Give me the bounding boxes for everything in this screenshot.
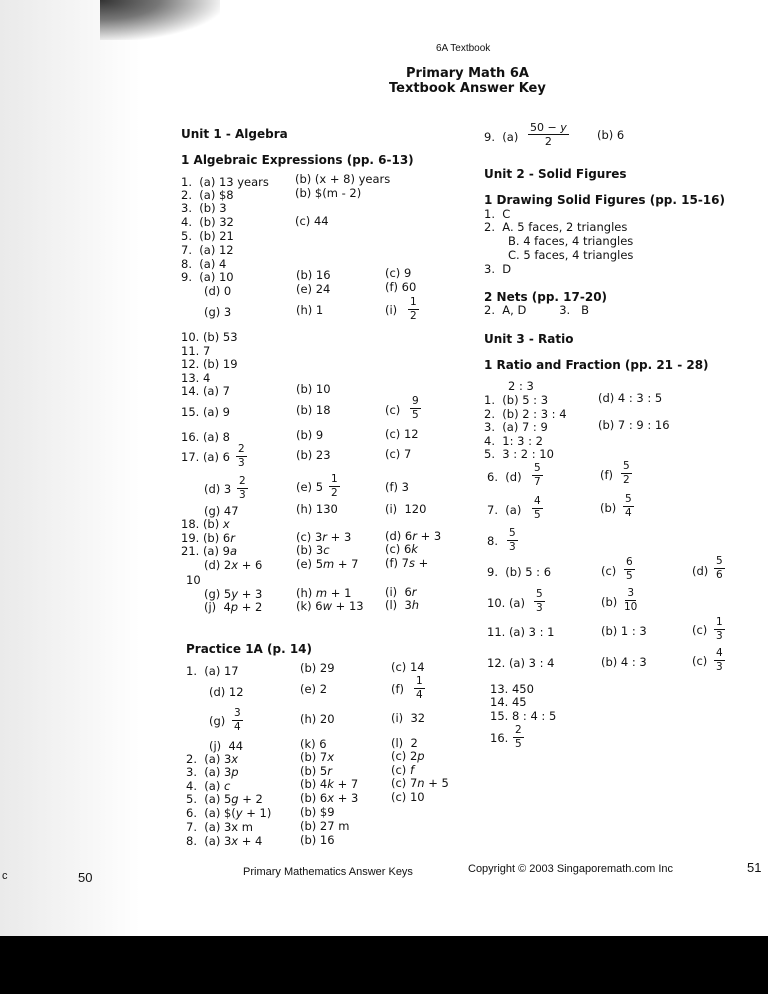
answer-line: (c) 10 [391, 790, 425, 804]
fraction: $\frac{5}{3}$ [509, 527, 516, 553]
answer-line: (j) 44 [209, 739, 244, 753]
answer-line: 5. 3 : 2 : 10 [484, 447, 554, 461]
answer-line: (l) 3h [385, 598, 420, 612]
page-number-right: 51 [747, 860, 762, 875]
answer-line: 19. (b) 6r [181, 531, 235, 545]
answer-line: (b) 4k + 7 [300, 777, 359, 791]
answer-line: (f) 7s + [385, 556, 429, 570]
answer-line: 7. (a) 3x m [186, 820, 253, 834]
answer-line: (b) [601, 595, 618, 609]
answer-line: C. 5 faces, 4 triangles [508, 248, 634, 262]
answer-line: (i) 6r [385, 585, 417, 599]
answer-line: (e) 2 [300, 682, 328, 696]
answer-line: (j) 4p + 2 [204, 600, 263, 614]
answer-line: (b) 4 : 3 [601, 655, 647, 669]
answer-line: 1. (b) 5 : 3 [484, 393, 549, 407]
fraction: $\frac{3}{10}$ [624, 587, 638, 613]
answer-line: 13. 450 [490, 682, 534, 696]
answer-line: (h) m + 1 [296, 586, 352, 600]
scan-shadow [0, 0, 140, 994]
answer-line: (c) [385, 403, 401, 417]
answer-line: 2. A. 5 faces, 2 triangles [484, 220, 628, 234]
answer-line: (d) 3 [204, 482, 232, 496]
answer-line: 5. (a) 5g + 2 [186, 792, 263, 806]
answer-line: 8. [487, 534, 498, 548]
answer-line: 11. 7 [181, 344, 211, 358]
answer-line: 3. (b) 3 [181, 201, 227, 215]
fraction: $\frac{5}{3}$ [536, 588, 543, 614]
answer-line: (b) 29 [300, 661, 335, 675]
answer-line: (i) 32 [391, 711, 426, 725]
answer-line: 4. (a) c [186, 779, 231, 793]
fraction: $\frac{9}{5}$ [412, 395, 419, 421]
answer-line: 3. D [484, 262, 512, 276]
fraction: $\frac{50 - y}{2}$ [530, 121, 567, 148]
answer-line: 15. (a) 9 [181, 405, 230, 419]
answer-line: (g) 47 [204, 504, 239, 518]
answer-line: (h) 20 [300, 712, 335, 726]
answer-line: 21. (a) 9a [181, 544, 237, 558]
answer-line: (b) 7 : 9 : 16 [598, 418, 670, 432]
answer-line: (e) 5 [296, 480, 324, 494]
sec-ratio-heading: 1 Ratio and Fraction (pp. 21 - 28) [484, 358, 709, 372]
answer-line: (c) 12 [385, 427, 419, 441]
answer-line: 6. (d) [487, 470, 522, 484]
answer-line: 1. (a) 17 [186, 664, 239, 678]
answer-line: (b) 6 [597, 128, 625, 142]
answer-line: 9. (a) [484, 130, 519, 144]
fraction: $\frac{1}{2}$ [410, 296, 417, 322]
answer-line: (c) 44 [295, 214, 329, 228]
answer-line: 18. (b) x [181, 517, 230, 531]
scan-corner-shadow [100, 0, 220, 40]
answer-line: (h) 130 [296, 502, 338, 516]
fraction: $\frac{4}{3}$ [716, 647, 723, 673]
answer-line: (k) 6w + 13 [296, 599, 364, 613]
answer-line: (b) [600, 501, 617, 515]
answer-line: (d) 12 [209, 685, 244, 699]
answer-line: 6. (a) $(y + 1) [186, 806, 272, 820]
fraction: $\frac{2}{5}$ [515, 724, 522, 750]
page-subtitle: Textbook Answer Key [389, 81, 546, 96]
answer-line: 2. (a) $8 [181, 188, 234, 202]
answer-line: (e) 5m + 7 [296, 557, 359, 571]
answer-line: 9. (a) 10 [181, 270, 234, 284]
answer-line: 8. (a) 4 [181, 257, 227, 271]
footer-book-title: Primary Mathematics Answer Keys [243, 866, 413, 878]
answer-line: 4. 1: 3 : 2 [484, 434, 543, 448]
answer-line: (c) 3r + 3 [296, 530, 352, 544]
unit1-heading: Unit 1 - Algebra [181, 127, 288, 141]
answer-line: 3. (a) 7 : 9 [484, 420, 548, 434]
page-title: Primary Math 6A [406, 66, 529, 81]
fraction: $\frac{2}{3}$ [239, 475, 246, 501]
answer-line: 16. [490, 731, 509, 745]
answer-line: (b) $9 [300, 805, 335, 819]
sec-drawing-heading: 1 Drawing Solid Figures (pp. 15-16) [484, 193, 725, 207]
answer-line: 12. (b) 19 [181, 357, 238, 371]
fraction: $\frac{5}{4}$ [625, 493, 632, 519]
answer-line: (d) 4 : 3 : 5 [598, 391, 663, 405]
answer-line: (c) 14 [391, 660, 425, 674]
unit2-heading: Unit 2 - Solid Figures [484, 167, 627, 181]
fraction: $\frac{1}{4}$ [416, 675, 423, 701]
footer-copyright: Copyright © 2003 Singaporemath.com Inc [468, 863, 673, 875]
answer-line: 14. (a) 7 [181, 384, 230, 398]
answer-line: (b) 1 : 3 [601, 624, 647, 638]
fraction: $\frac{5}{6}$ [716, 555, 723, 581]
margin-mark: c [2, 870, 8, 882]
answer-line: 17. (a) 6 [181, 450, 230, 464]
fraction: $\frac{1}{3}$ [716, 616, 723, 642]
answer-line: (d) 2x + 6 [204, 558, 263, 572]
answer-line: 16. (a) 8 [181, 430, 230, 444]
answer-line: (b) 9 [296, 428, 324, 442]
answer-line: 2 : 3 [508, 379, 534, 393]
answer-line: 12. (a) 3 : 4 [487, 656, 555, 670]
answer-line: (b) 27 m [300, 819, 350, 833]
header-label: 6A Textbook [436, 43, 491, 54]
answer-line: (k) 6 [300, 737, 327, 751]
answer-line: (c) 2p [391, 749, 425, 763]
answer-line: 3. (a) 3p [186, 765, 239, 779]
answer-line: (b) 10 [296, 382, 331, 396]
answer-line: (b) $(m - 2) [295, 186, 362, 200]
answer-line: (b) 6x + 3 [300, 791, 359, 805]
answer-line: (b) (x + 8) years [295, 172, 391, 186]
answer-line: 9. (b) 5 : 6 [487, 565, 552, 579]
answer-line: 5. (b) 21 [181, 229, 234, 243]
answer-line: (d) 6r + 3 [385, 529, 442, 543]
answer-line: 10. (b) 53 [181, 330, 238, 344]
answer-line: 2. (a) 3x [186, 752, 239, 766]
answer-line: (b) 18 [296, 403, 331, 417]
answer-line: (b) 7x [300, 750, 335, 764]
answer-line: (h) 1 [296, 303, 324, 317]
answer-line: (d) 0 [204, 284, 232, 298]
answer-line: 1. (a) 13 years [181, 175, 269, 189]
fraction: $\frac{6}{5}$ [626, 556, 633, 582]
answer-line: 10. (a) [487, 596, 525, 610]
answer-line: (g) [209, 714, 226, 728]
answer-line: (f) [600, 468, 614, 482]
answer-line: 15. 8 : 4 : 5 [490, 709, 557, 723]
page-number-left: 50 [78, 870, 93, 885]
answer-line: 8. (a) 3x + 4 [186, 834, 263, 848]
fraction: $\frac{2}{3}$ [238, 443, 245, 469]
answer-line: (c) 7 [385, 447, 412, 461]
answer-line: (i) [385, 303, 398, 317]
answer-line: (c) 9 [385, 266, 412, 280]
answer-line: (l) 2 [391, 736, 418, 750]
answer-line: 10 [186, 573, 201, 587]
answer-line: (f) [391, 682, 405, 696]
answer-line: (d) [692, 564, 709, 578]
answer-line: (b) 23 [296, 448, 331, 462]
answer-line: (b) 16 [296, 268, 331, 282]
answer-line: (c) [692, 623, 708, 637]
scan-bottom-band [0, 936, 768, 994]
answer-line: 11. (a) 3 : 1 [487, 625, 555, 639]
answer-line: 13. 4 [181, 371, 211, 385]
answer-line: 2. A, D 3. B [484, 303, 590, 317]
answer-line: 7. (a) [487, 503, 522, 517]
sec-nets-heading: 2 Nets (pp. 17-20) [484, 290, 608, 304]
answer-line: (b) 3c [296, 543, 330, 557]
answer-line: (g) 5y + 3 [204, 587, 263, 601]
sec1-heading: 1 Algebraic Expressions (pp. 6-13) [181, 153, 414, 167]
fraction: $\frac{5}{2}$ [623, 460, 630, 486]
practice-heading: Practice 1A (p. 14) [186, 642, 313, 656]
answer-line: B. 4 faces, 4 triangles [508, 234, 634, 248]
fraction: $\frac{5}{7}$ [534, 462, 541, 488]
fraction: $\frac{1}{2}$ [331, 473, 338, 499]
unit3-heading: Unit 3 - Ratio [484, 332, 574, 346]
answer-line: 14. 45 [490, 695, 527, 709]
answer-line: (g) 3 [204, 305, 232, 319]
fraction: $\frac{4}{5}$ [534, 495, 541, 521]
fraction: $\frac{3}{4}$ [234, 707, 241, 733]
answer-line: (f) 3 [385, 480, 409, 494]
answer-line: (c) [601, 564, 617, 578]
answer-line: (b) 16 [300, 833, 335, 847]
answer-line: (i) 120 [385, 502, 427, 516]
answer-line: 1. C [484, 207, 511, 221]
answer-line: (c) f [391, 763, 415, 777]
answer-line: (c) 6k [385, 542, 418, 556]
answer-line: (c) [692, 654, 708, 668]
answer-line: (c) 7n + 5 [391, 776, 449, 790]
answer-line: 7. (a) 12 [181, 243, 234, 257]
answer-line: 4. (b) 32 [181, 215, 234, 229]
answer-line: 2. (b) 2 : 3 : 4 [484, 407, 567, 421]
answer-line: (e) 24 [296, 282, 331, 296]
answer-line: (f) 60 [385, 280, 417, 294]
answer-line: (b) 5r [300, 764, 332, 778]
